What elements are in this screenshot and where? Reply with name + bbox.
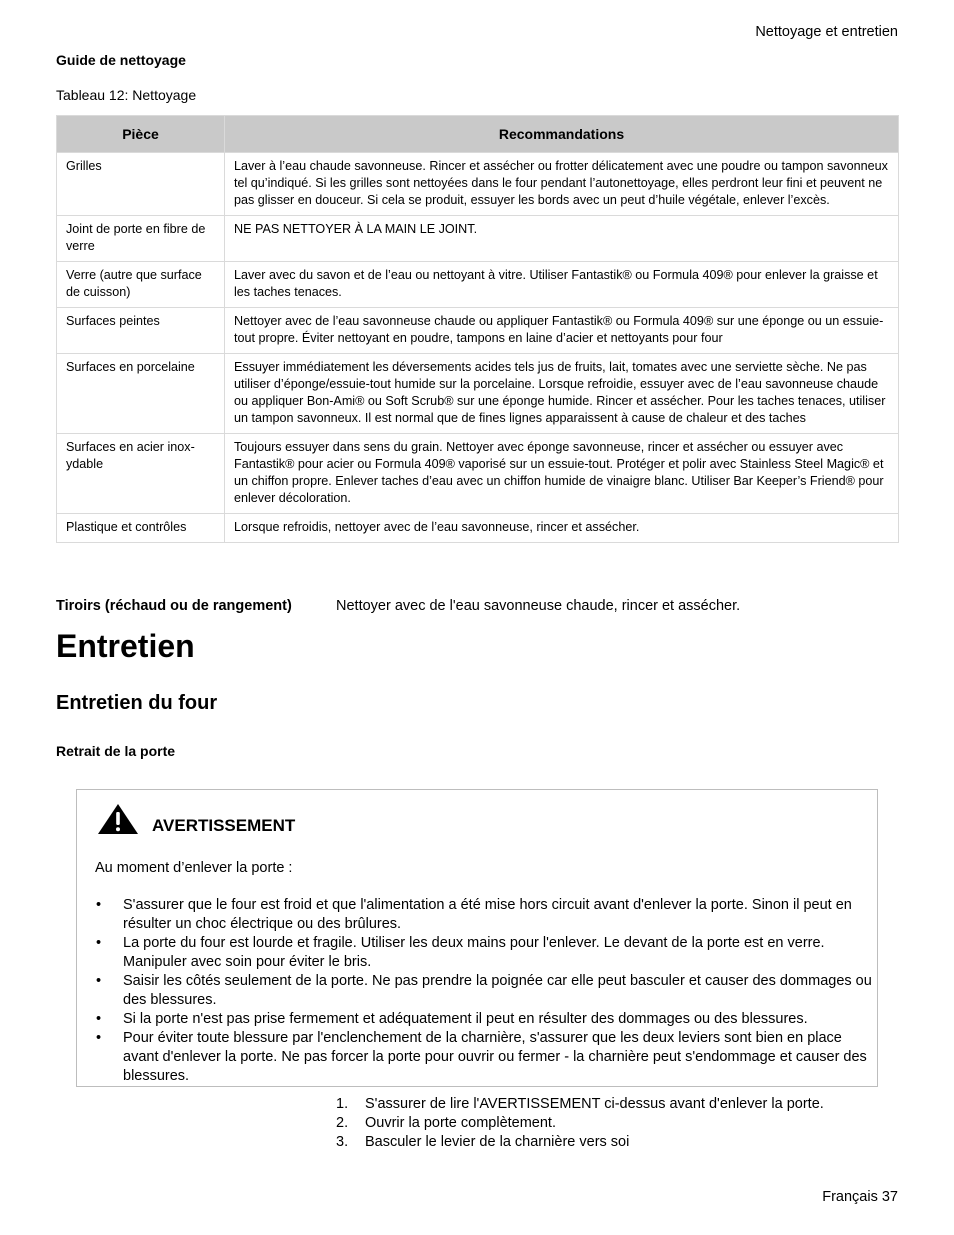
table-row <box>57 434 899 514</box>
cell-recommendation: NE PAS NETTOYER À LA MAIN LE JOINT. <box>225 216 899 262</box>
column-header-recommendations: Recommandations <box>225 116 899 153</box>
warning-triangle-icon <box>97 803 139 835</box>
cell-piece: Surfaces en acier inoxydable <box>57 434 225 514</box>
list-item <box>95 1010 875 1029</box>
table-row <box>57 354 899 434</box>
drawers-text: Nettoyer avec de l'eau savonneuse chaude, rincer et assécher. <box>336 598 741 614</box>
step-number: 2. <box>336 1115 349 1131</box>
bullet: • <box>96 897 102 913</box>
warning-item-text: Si la porte n'est pas prise fermement et adéquatement il peut en résulter des dommages ou des blessures. <box>123 1011 808 1027</box>
cell-piece: Plastique et contrôles <box>57 514 225 543</box>
cell-recommendation: Toujours essuyer dans sens du grain. Nettoyer avec éponge savonneuse, rincer et assécher ou essuyer avec Fantastik® pour acier ou Formula 409® vaporisé sur un essuie-tout. Protéger et polir avec Stainless Steel Magic® et un chiffon propre. Enlever taches d’eau avec un chiffon humide de vinaigre blanc. Utiliser Bar Keeper’s Friend® pour enlever décoloration. <box>225 434 899 514</box>
cell-recommendation: Laver avec du savon et de l’eau ou nettoyant à vitre. Utiliser Fantastik® ou Formula 409® pour enlever la graisse et les taches tenaces. <box>225 262 899 308</box>
subsection-title: Entretien du four <box>56 692 218 714</box>
step-item <box>336 1133 824 1152</box>
table-row <box>57 514 899 543</box>
table-header-row <box>57 116 899 153</box>
cleaning-guide-title: Guide de nettoyage <box>56 52 186 68</box>
warning-item-text: Pour éviter toute blessure par l'enclenchement de la charnière, s'assurer que les deux leviers sont bien en place avant d'enlever la porte. Ne pas forcer la porte pour ouvrir ou fermer - la charnière peut s'endommage et causer des blessures. <box>123 1030 867 1084</box>
bullet: • <box>96 1011 102 1027</box>
warning-item-text: Saisir les côtés seulement de la porte. Ne pas prendre la poignée car elle peut basculer et causer des dommages ou des blessures. <box>123 973 872 1008</box>
cell-piece: Grilles <box>57 153 225 216</box>
step-item <box>336 1095 824 1114</box>
cell-piece: Verre (autre que surface de cuisson) <box>57 262 225 308</box>
step-text: Ouvrir la porte complètement. <box>365 1115 556 1131</box>
warning-intro: Au moment d’enlever la porte : <box>95 860 293 876</box>
section-title: Entretien <box>56 628 195 664</box>
door-removal-heading: Retrait de la porte <box>56 743 176 759</box>
bullet: • <box>96 973 102 989</box>
step-text: Basculer le levier de la charnière vers soi <box>365 1134 630 1150</box>
warning-item-text: S'assurer que le four est froid et que l'alimentation a été mise hors circuit avant d'enlever la porte. Sinon il peut en résulter un choc électrique ou des brûlures. <box>123 897 852 932</box>
list-item <box>95 934 875 972</box>
cell-recommendation: Nettoyer avec de l’eau savonneuse chaude ou appliquer Fantastik® ou Formula 409® sur une éponge ou un essuie-tout propre. Éviter nettoyant en poudre, tampons en laine d’acier et nettoyants pour four <box>225 308 899 354</box>
step-text: S'assurer de lire l'AVERTISSEMENT ci-dessus avant d'enlever la porte. <box>365 1096 824 1112</box>
table-row <box>57 153 899 216</box>
drawers-label: Tiroirs (réchaud ou de rangement) <box>56 598 292 614</box>
warning-box <box>76 789 878 1087</box>
list-item <box>95 896 875 934</box>
table-caption: Tableau 12: Nettoyage <box>56 87 197 103</box>
page-footer: Français 37 <box>822 1189 898 1205</box>
drawers-instruction <box>56 598 740 614</box>
table-row <box>57 308 899 354</box>
step-number: 3. <box>336 1134 349 1150</box>
cell-piece: Joint de porte en fibre de verre <box>57 216 225 262</box>
cell-piece: Surfaces en porcelaine <box>57 354 225 434</box>
table-row <box>57 216 899 262</box>
cell-recommendation: Laver à l’eau chaude savonneuse. Rincer et assécher ou frotter délicatement avec une poudre ou tampon savonneux tel qu’indiqué. Si les grilles sont nettoyées dans le four pendant l’autonettoyage, elles perdront leur fini et peuvent ne pas glisser en douceur. Si cela se produit, essuyer les bords avec un peut d’huile végétale, enlever l’excès. <box>225 153 899 216</box>
list-item <box>95 972 875 1010</box>
column-header-piece: Pièce <box>57 116 225 153</box>
cell-recommendation: Lorsque refroidis, nettoyer avec de l’eau savonneuse, rincer et assécher. <box>225 514 899 543</box>
step-item <box>336 1114 824 1133</box>
door-removal-steps <box>336 1095 824 1152</box>
cell-recommendation: Essuyer immédiatement les déversements acides tels jus de fruits, lait, tomates avec une serviette sèche. Ne pas utiliser d’éponge/essuie-tout humide sur la porcelaine. Lorsque refroidie, essuyer avec de l’eau savonneuse chaude ou appliquer Bon-Ami® ou Soft Scrub® sur une éponge humide. Rincer et assécher. Pour les taches tenaces, utiliser un tampon savonneux. Il est normal que de fines lignes apparaissent à cause de chaleur et des taches <box>225 354 899 434</box>
list-item <box>95 1029 875 1086</box>
cell-piece: Surfaces peintes <box>57 308 225 354</box>
step-number: 1. <box>336 1096 349 1112</box>
bullet: • <box>96 935 102 951</box>
table-row <box>57 262 899 308</box>
warning-title: AVERTISSEMENT <box>152 816 296 835</box>
bullet: • <box>96 1030 102 1046</box>
running-header: Nettoyage et entretien <box>755 24 898 40</box>
cleaning-table <box>56 115 899 543</box>
warning-list <box>95 896 875 1086</box>
warning-item-text: La porte du four est lourde et fragile. Utiliser les deux mains pour l'enlever. Le devant de la porte est en verre. Manipuler avec soin pour éviter le bris. <box>123 935 825 970</box>
